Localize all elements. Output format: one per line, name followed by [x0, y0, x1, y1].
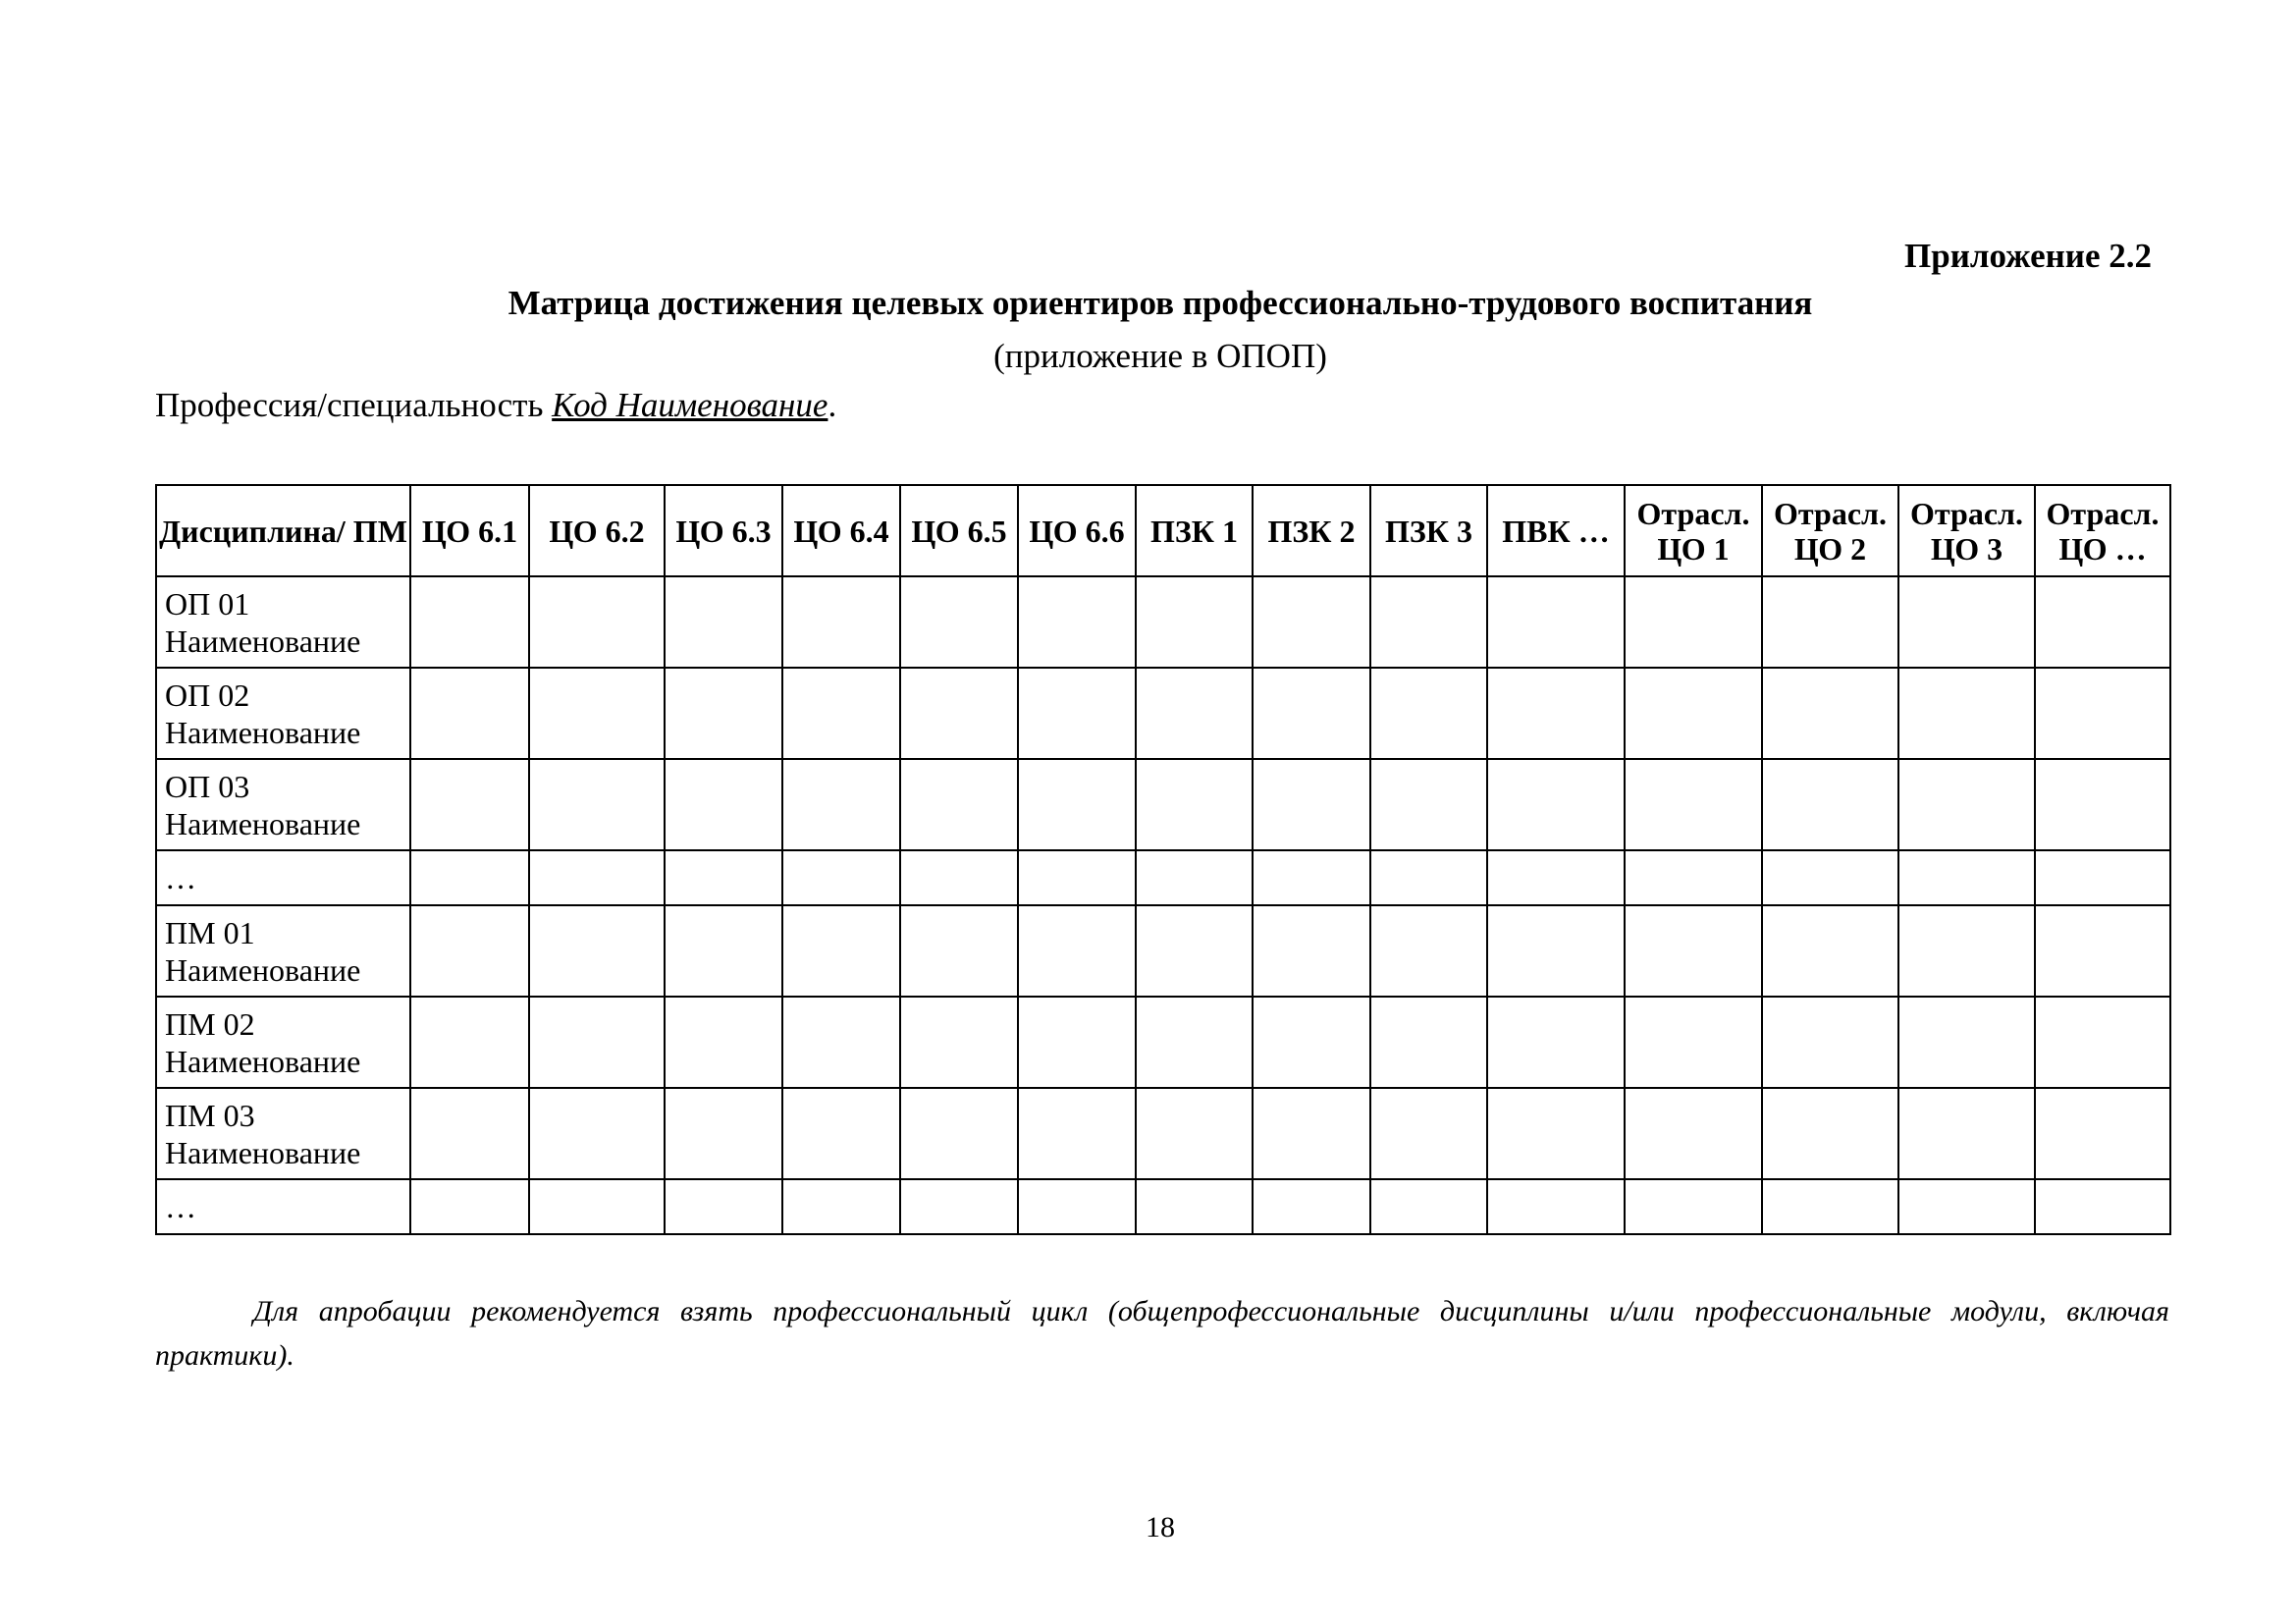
matrix-cell: [2035, 997, 2170, 1088]
row-code: ПМ 01: [165, 914, 255, 950]
matrix-cell: [1625, 1179, 1762, 1234]
matrix-cell: [1487, 905, 1625, 997]
row-name: Наименование: [165, 714, 361, 750]
matrix-cell: [1253, 576, 1370, 668]
matrix-cell: [1018, 997, 1136, 1088]
table-row: [156, 576, 2170, 668]
matrix-cell: [1136, 1088, 1253, 1179]
matrix-cell: [1136, 576, 1253, 668]
matrix-cell: [1762, 759, 1898, 850]
matrix-cell: [1898, 759, 2035, 850]
row-label: [156, 668, 410, 759]
matrix-cell: [1136, 997, 1253, 1088]
profession-label: Профессия/специальность: [155, 386, 553, 424]
matrix-cell: [2035, 850, 2170, 905]
matrix-cell: [410, 905, 529, 997]
matrix-cell: [1370, 997, 1487, 1088]
matrix-cell: [529, 759, 665, 850]
row-name: Наименование: [165, 623, 361, 659]
table-row: [156, 850, 2170, 905]
matrix-cell: [1018, 905, 1136, 997]
appendix-label: Приложение 2.2: [1904, 237, 2152, 275]
row-code: ПМ 02: [165, 1005, 255, 1042]
header-discipline: Дисциплина/ ПМ: [156, 485, 410, 576]
matrix-cell: [1898, 997, 2035, 1088]
header-otrasl-co-3: Отрасл. ЦО 3: [1898, 485, 2035, 576]
matrix-cell: [1370, 1088, 1487, 1179]
matrix-cell: [1487, 1088, 1625, 1179]
matrix-cell: [2035, 668, 2170, 759]
matrix-cell: [900, 850, 1018, 905]
header-pvk: ПВК …: [1487, 485, 1625, 576]
matrix-cell: [665, 850, 782, 905]
row-code: ПМ 03: [165, 1097, 255, 1133]
matrix-cell: [1762, 1179, 1898, 1234]
row-name: Наименование: [165, 951, 361, 988]
matrix-cell: [1762, 668, 1898, 759]
matrix-cell: [900, 668, 1018, 759]
matrix-cell: [1898, 1088, 2035, 1179]
header-pzk-2: ПЗК 2: [1253, 485, 1370, 576]
matrix-cell: [900, 759, 1018, 850]
matrix-cell: [1625, 997, 1762, 1088]
matrix-cell: [1370, 1179, 1487, 1234]
matrix-cell: [1762, 1088, 1898, 1179]
row-label: [156, 850, 410, 905]
matrix-cell: [1018, 668, 1136, 759]
matrix-cell: [1370, 668, 1487, 759]
document-subtitle: (приложение в ОПОП): [993, 337, 1327, 375]
header-pzk-1: ПЗК 1: [1136, 485, 1253, 576]
table-row: [156, 997, 2170, 1088]
row-label: [156, 1179, 410, 1234]
row-label: [156, 576, 410, 668]
matrix-cell: [1487, 759, 1625, 850]
header-row: [156, 485, 2170, 576]
row-code: ОП 01: [165, 585, 250, 622]
matrix-cell: [2035, 759, 2170, 850]
profession-end: .: [828, 386, 837, 424]
row-label: [156, 1088, 410, 1179]
matrix-cell: [1762, 850, 1898, 905]
header-pzk-3: ПЗК 3: [1370, 485, 1487, 576]
matrix-cell: [1018, 1179, 1136, 1234]
matrix-cell: [900, 997, 1018, 1088]
matrix-cell: [410, 576, 529, 668]
matrix-cell: [1898, 1179, 2035, 1234]
matrix-cell: [1625, 759, 1762, 850]
matrix-cell: [665, 1088, 782, 1179]
profession-code-name: Код Наименование: [552, 386, 828, 424]
matrix-cell: [665, 905, 782, 997]
matrix-cell: [410, 997, 529, 1088]
matrix-cell: [782, 997, 900, 1088]
matrix-cell: [529, 997, 665, 1088]
matrix-cell: [1253, 668, 1370, 759]
matrix-cell: [782, 576, 900, 668]
matrix-cell: [1018, 759, 1136, 850]
matrix-cell: [1370, 759, 1487, 850]
matrix-cell: [1253, 1088, 1370, 1179]
matrix-cell: [1370, 850, 1487, 905]
matrix-cell: [1253, 850, 1370, 905]
matrix-cell: [1898, 905, 2035, 997]
matrix-cell: [782, 850, 900, 905]
matrix-cell: [665, 997, 782, 1088]
matrix-cell: [1762, 997, 1898, 1088]
matrix-cell: [1253, 905, 1370, 997]
row-code: ОП 03: [165, 768, 250, 804]
matrix-cell: [1253, 759, 1370, 850]
matrix-cell: [1136, 905, 1253, 997]
matrix-cell: [900, 905, 1018, 997]
header-co-6-5: ЦО 6.5: [900, 485, 1018, 576]
matrix-cell: [529, 1088, 665, 1179]
matrix-cell: [1136, 668, 1253, 759]
header-co-6-6: ЦО 6.6: [1018, 485, 1136, 576]
row-label: [156, 905, 410, 997]
matrix-cell: [2035, 1179, 2170, 1234]
header-co-6-1: ЦО 6.1: [410, 485, 529, 576]
header-co-6-3: ЦО 6.3: [665, 485, 782, 576]
matrix-cell: [2035, 905, 2170, 997]
matrix-cell: [1625, 576, 1762, 668]
header-co-6-2: ЦО 6.2: [529, 485, 665, 576]
matrix-cell: [1136, 1179, 1253, 1234]
matrix-cell: [782, 668, 900, 759]
matrix-cell: [1487, 850, 1625, 905]
matrix-cell: [1487, 668, 1625, 759]
matrix-cell: [1625, 1088, 1762, 1179]
matrix-cell: [1018, 1088, 1136, 1179]
matrix-cell: [1625, 850, 1762, 905]
row-label: [156, 759, 410, 850]
matrix-cell: [782, 905, 900, 997]
row-code: …: [165, 1189, 196, 1224]
row-name: Наименование: [165, 805, 361, 841]
matrix-cell: [1762, 576, 1898, 668]
page-number: 18: [1146, 1511, 1175, 1543]
matrix-body: [156, 576, 2170, 1234]
table-row: [156, 905, 2170, 997]
table-row: [156, 1088, 2170, 1179]
matrix-cell: [1625, 905, 1762, 997]
header-otrasl-co-more: Отрасл. ЦО …: [2035, 485, 2170, 576]
matrix-cell: [1487, 997, 1625, 1088]
matrix-cell: [1487, 576, 1625, 668]
matrix-cell: [410, 668, 529, 759]
matrix-cell: [1018, 576, 1136, 668]
matrix-cell: [1898, 668, 2035, 759]
matrix-cell: [529, 668, 665, 759]
matrix-cell: [1898, 850, 2035, 905]
profession-line: [155, 384, 836, 427]
row-label: [156, 997, 410, 1088]
matrix-cell: [1370, 576, 1487, 668]
row-code: ОП 02: [165, 677, 250, 713]
matrix-cell: [665, 668, 782, 759]
table-row: [156, 668, 2170, 759]
matrix-cell: [665, 1179, 782, 1234]
matrix-cell: [900, 1179, 1018, 1234]
matrix-cell: [1762, 905, 1898, 997]
matrix-cell: [665, 576, 782, 668]
matrix-cell: [1136, 850, 1253, 905]
matrix-cell: [410, 1088, 529, 1179]
row-code: …: [165, 860, 196, 895]
matrix-cell: [1370, 905, 1487, 997]
matrix-cell: [665, 759, 782, 850]
matrix-cell: [1018, 850, 1136, 905]
matrix-cell: [1253, 1179, 1370, 1234]
row-name: Наименование: [165, 1134, 361, 1170]
matrix-cell: [782, 1179, 900, 1234]
header-otrasl-co-1: Отрасл. ЦО 1: [1625, 485, 1762, 576]
matrix-cell: [529, 1179, 665, 1234]
matrix-cell: [410, 759, 529, 850]
matrix-cell: [529, 850, 665, 905]
matrix-cell: [1898, 576, 2035, 668]
table-row: [156, 759, 2170, 850]
matrix-cell: [410, 1179, 529, 1234]
matrix-cell: [1625, 668, 1762, 759]
matrix-cell: [1253, 997, 1370, 1088]
matrix-cell: [529, 576, 665, 668]
matrix-cell: [900, 1088, 1018, 1179]
matrix-cell: [2035, 576, 2170, 668]
header-co-6-4: ЦО 6.4: [782, 485, 900, 576]
matrix-cell: [2035, 1088, 2170, 1179]
table-row: [156, 1179, 2170, 1234]
row-name: Наименование: [165, 1043, 361, 1079]
recommendation-note: Для апробации рекомендуется взять профессиональный цикл (общепрофессиональные дисциплины и/или профессиональные модули, включая практики).: [155, 1295, 2169, 1372]
matrix-cell: [410, 850, 529, 905]
matrix-cell: [1136, 759, 1253, 850]
matrix-cell: [1487, 1179, 1625, 1234]
matrix-cell: [529, 905, 665, 997]
matrix-cell: [782, 1088, 900, 1179]
matrix-cell: [782, 759, 900, 850]
document-title: Матрица достижения целевых ориентиров профессионально-трудового воспитания: [507, 284, 1813, 322]
achievement-matrix-table: [155, 484, 2171, 1235]
matrix-cell: [900, 576, 1018, 668]
header-otrasl-co-2: Отрасл. ЦО 2: [1762, 485, 1898, 576]
